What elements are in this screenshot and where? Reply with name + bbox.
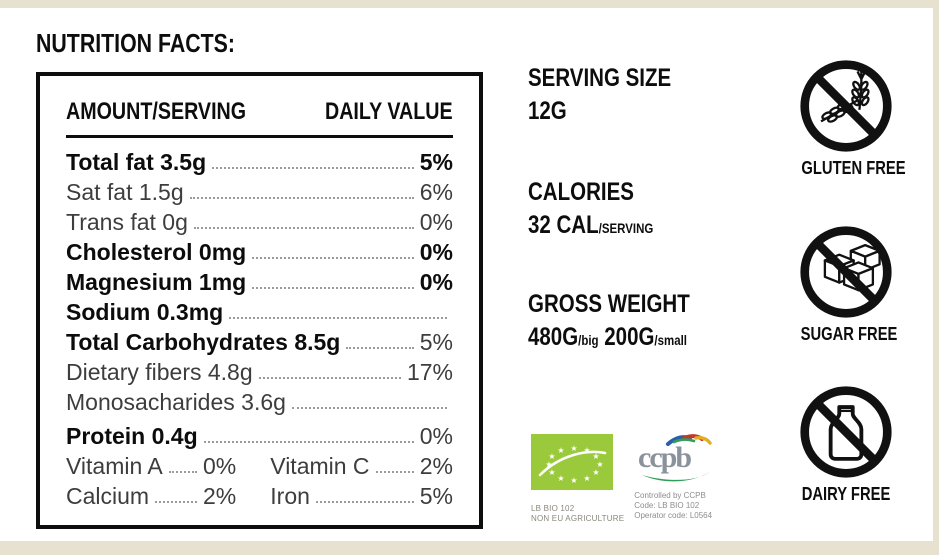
calories-value-wrap [528,210,653,243]
table-row [66,481,236,511]
svg-text:★: ★ [548,452,556,461]
ccpb-cert [634,434,718,521]
gross-weight-block [528,290,725,355]
calories-label: CALORIES [528,178,634,206]
ccpb-logo [634,434,718,484]
eu-organic-codes [531,504,624,524]
dotted-leader [346,327,413,349]
svg-text:★: ★ [583,446,591,455]
certification-logos [531,434,728,524]
row-value: 0% [419,423,453,449]
dotted-leader [316,481,414,503]
serving-size-block [528,64,703,126]
row-label: Cholesterol 0mg [66,239,247,265]
row-value: 5% [419,329,453,355]
no-wheat-icon [798,58,894,154]
table-row [270,451,453,481]
table-row [66,421,453,451]
row-value: 6% [419,179,453,205]
page-title [36,28,279,59]
dotted-leader [292,387,447,409]
dotted-leader [155,481,197,503]
row-label: Magnesium 1mg [66,269,247,295]
row-value: 0% [203,453,237,479]
dotted-leader [204,421,414,443]
table-row [66,147,453,177]
svg-text:★: ★ [583,474,591,483]
eu-organic-cert [531,434,624,524]
gross-weight-big-unit: /big [578,332,599,348]
no-sugar-cubes-icon [798,224,894,320]
row-value: 0% [419,269,453,295]
micro-row [66,481,453,511]
sugar-free-badge [790,224,902,345]
gross-weight-small: 200G [604,323,655,351]
dotted-leader [259,357,401,379]
calories-value: 32 CAL [528,211,599,239]
row-label: Vitamin C [270,453,370,479]
svg-text:★: ★ [557,474,565,483]
row-value: 17% [406,359,453,385]
table-row [66,297,453,327]
column-header-amount-serving: AMOUNT/SERVING [66,98,247,125]
gluten-free-label: GLUTEN FREE [801,158,906,178]
gross-weight-value-wrap [528,322,687,355]
micro-row [66,451,453,481]
row-value: 5% [419,483,453,509]
table-row [66,387,453,417]
gluten-free-badge [790,58,906,179]
row-label: Dietary fibers 4.8g [66,359,253,385]
column-header-daily-value: DAILY VALUE [325,98,453,125]
dairy-free-label: DAIRY FREE [801,484,891,504]
ccpb-line3: Operator code: L0564 [634,511,713,520]
calories-unit: /SERVING [598,220,654,236]
row-value: 5% [419,149,453,175]
row-value: 0% [419,239,453,265]
dotted-leader [376,451,414,473]
table-row [66,267,453,297]
dotted-leader [194,207,414,229]
svg-text:★: ★ [570,444,578,453]
svg-text:★: ★ [570,476,578,485]
page-title-text: NUTRITION FACTS: [36,28,235,58]
row-label: Vitamin A [66,453,163,479]
serving-size-value: 12G [528,97,567,125]
row-label: Iron [270,483,310,509]
eu-code-line1: LB BIO 102 [531,504,575,513]
row-value: 2% [419,453,453,479]
row-label: Monosacharides 3.6g [66,389,286,415]
row-value: 2% [203,483,237,509]
row-label: Total fat 3.5g [66,149,207,175]
svg-text:★: ★ [557,446,565,455]
no-milk-bottle-icon [798,384,894,480]
table-row [66,237,453,267]
row-label: Sodium 0.3mg [66,299,224,325]
row-label: Total Carbohydrates 8.5g [66,329,341,355]
eu-code-line2: NON EU AGRICULTURE [531,514,625,523]
svg-text:★: ★ [545,460,553,469]
dotted-leader [190,177,414,199]
gross-weight-small-unit: /small [654,332,687,348]
table-row [66,207,453,237]
dotted-leader [169,451,197,473]
dairy-free-badge [790,384,902,505]
dotted-leader [212,147,414,169]
row-label: Sat fat 1.5g [66,179,184,205]
svg-text:★: ★ [592,468,600,477]
table-row [66,327,453,357]
dotted-leader [252,237,414,259]
svg-text:ccpb: ccpb [638,441,691,474]
gross-weight-label: GROSS WEIGHT [528,290,690,318]
table-row [66,177,453,207]
table-header [66,76,453,138]
eu-organic-leaf-logo [531,434,613,490]
dotted-leader [229,297,447,319]
svg-text:★: ★ [596,460,604,469]
table-row [66,357,453,387]
table-micro-rows [66,451,453,511]
svg-text:★: ★ [592,452,600,461]
table-row [66,451,236,481]
ccpb-line1: Controlled by CCPB [634,491,706,500]
calories-block [528,178,681,243]
row-value: 0% [419,209,453,235]
sugar-free-label: SUGAR FREE [800,324,898,344]
row-label: Protein 0.4g [66,423,198,449]
serving-size-label: SERVING SIZE [528,64,672,92]
ccpb-codes [634,491,718,521]
row-label: Trans fat 0g [66,209,188,235]
nutrition-facts-table [36,72,483,529]
nutrition-label-sheet [0,8,933,541]
dotted-leader [252,267,414,289]
ccpb-line2: Code: LB BIO 102 [634,501,700,510]
gross-weight-big: 480G [528,323,579,351]
table-row [270,481,453,511]
table-rows [66,147,453,451]
svg-text:★: ★ [548,468,556,477]
row-label: Calcium [66,483,150,509]
